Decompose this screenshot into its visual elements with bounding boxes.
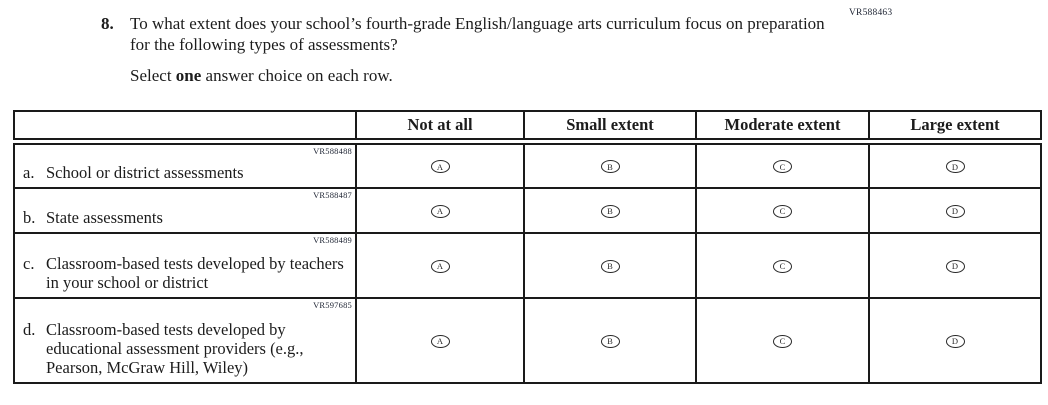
option-bubble-c[interactable]: C [773,160,792,173]
instruction-suffix: answer choice on each row. [201,66,393,85]
option-bubble-d[interactable]: D [946,205,965,218]
question-code: VR588463 [849,8,893,18]
row-label-cell [14,141,356,188]
option-bubble-b[interactable]: B [601,260,620,273]
row-label-text: Classroom-based tests developed by educational assessment providers (e.g., Pearson, McGraw Hill, Wiley) [46,319,304,377]
row-label-cell [14,188,356,233]
option-bubble-a[interactable]: A [431,205,450,218]
instruction-prefix: Select [130,66,176,85]
row-code: VR597685 [313,299,352,310]
row-letter: d. [23,319,36,339]
row-label-text: State assessments [46,207,163,227]
option-bubble-c[interactable]: C [773,335,792,348]
row-label-cell [14,298,356,383]
header-empty-cell [14,111,356,141]
option-cell [356,188,524,233]
option-cell [356,233,524,298]
option-cell [869,188,1041,233]
option-cell [696,233,869,298]
option-cell [696,298,869,383]
option-bubble-c[interactable]: C [773,260,792,273]
option-bubble-b[interactable]: B [601,205,620,218]
header-row [14,111,1041,141]
option-cell [869,233,1041,298]
row-code: VR588488 [313,145,352,156]
table-row-a [14,141,1041,188]
option-bubble-a[interactable]: A [431,160,450,173]
option-cell [356,298,524,383]
table-row-c [14,233,1041,298]
option-cell [356,141,524,188]
option-cell [869,141,1041,188]
row-label [15,163,355,187]
row-label-text: Classroom-based tests developed by teachers in your school or district [46,253,344,292]
table-row-d [14,298,1041,383]
row-code: VR588489 [313,234,352,245]
row-letter: b. [23,207,36,227]
option-cell [524,233,696,298]
question-text: To what extent does your school’s fourth-grade English/language arts curriculum focus on preparation for the following types of assessments? [130,14,825,54]
option-cell [869,298,1041,383]
row-code: VR588487 [313,189,352,200]
option-bubble-a[interactable]: A [431,335,450,348]
row-label [15,254,355,297]
column-header-large-extent: Large extent [869,111,1041,141]
option-bubble-b[interactable]: B [601,335,620,348]
instruction-text [130,66,861,86]
option-bubble-d[interactable]: D [946,160,965,173]
row-label-cell [14,233,356,298]
column-header-not-at-all: Not at all [356,111,524,141]
row-label [15,208,355,232]
option-bubble-d[interactable]: D [946,260,965,273]
question-number: 8. [101,14,114,33]
row-label [15,320,355,382]
option-bubble-c[interactable]: C [773,205,792,218]
option-cell [696,141,869,188]
column-header-moderate-extent: Moderate extent [696,111,869,141]
option-cell [524,298,696,383]
row-letter: c. [23,253,35,273]
row-label-text: School or district assessments [46,162,244,182]
option-cell [524,141,696,188]
option-cell [524,188,696,233]
table-row-b [14,188,1041,233]
row-letter: a. [23,162,35,182]
option-cell [696,188,869,233]
option-bubble-a[interactable]: A [431,260,450,273]
instruction-bold-word: one [175,66,202,85]
question-block [101,13,861,86]
survey-table [13,110,1042,384]
column-header-small-extent: Small extent [524,111,696,141]
option-bubble-d[interactable]: D [946,335,965,348]
option-bubble-b[interactable]: B [601,160,620,173]
